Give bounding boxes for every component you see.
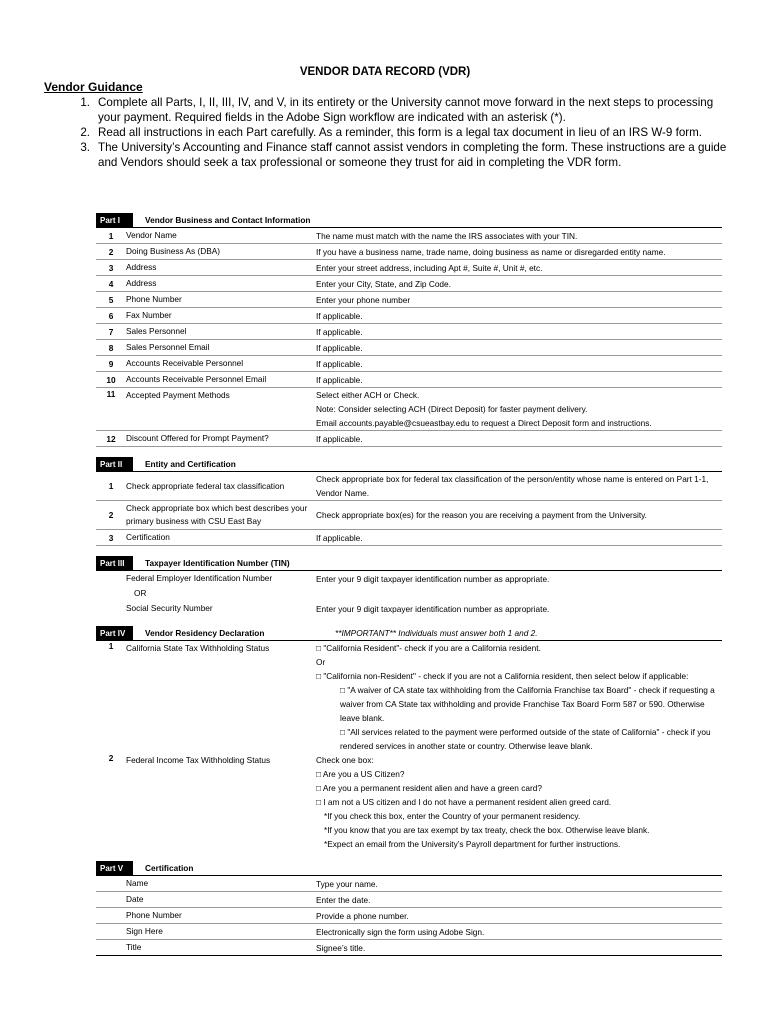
field-name: Vendor Name	[126, 230, 177, 240]
row-number: 2	[108, 246, 114, 257]
ca-waiver-option: □ "A waiver of CA state tax withholding from the California Franchise tax Board" - check if requesting a waiver from CA State tax withholding and provide Franchise Tax Board Form 587 or 590. Otherwise leave blank.	[340, 685, 715, 723]
field-instruction	[316, 753, 722, 851]
field-instruction: The name must match with the name the IRS associates with your TIN.	[316, 230, 578, 241]
row-number: 5	[108, 294, 114, 305]
field-name: Discount Offered for Prompt Payment?	[126, 433, 269, 443]
part-3-header	[96, 556, 722, 571]
row-number: 2	[108, 753, 114, 763]
table-row	[96, 601, 722, 616]
table-row	[96, 924, 722, 940]
field-name: Check appropriate federal tax classification	[126, 480, 285, 491]
field-instruction: If applicable.	[316, 358, 363, 369]
us-citizen-option: □ Are you a US Citizen?	[316, 769, 405, 779]
vendor-guidance-heading: Vendor Guidance	[44, 80, 143, 94]
permanent-resident-option: □ Are you a permanent resident alien and have a green card?	[316, 783, 542, 793]
field-name: Phone Number	[126, 910, 182, 920]
instruction-note: *If you check this box, enter the Country of your permanent residency.	[324, 811, 581, 821]
field-instruction: If applicable.	[316, 532, 363, 543]
field-instruction: Enter your 9 digit taxpayer identification number as appropriate.	[316, 603, 550, 614]
table-row	[96, 356, 722, 372]
table-row	[96, 308, 722, 324]
table-row	[96, 753, 722, 851]
row-number: 11	[106, 389, 116, 399]
table-row	[96, 876, 722, 892]
part-3-label: Part III	[96, 556, 133, 570]
field-name: Phone Number	[126, 294, 182, 304]
ca-outside-services-option: □ "All services related to the payment were performed outside of the state of California" - check if you rendered services in another state or country. Otherwise leave blank.	[340, 727, 711, 751]
table-row	[96, 340, 722, 356]
table-row	[96, 292, 722, 308]
field-name: Federal Income Tax Withholding Status	[126, 755, 271, 765]
table-row	[96, 892, 722, 908]
table-row	[96, 228, 722, 244]
part-2-title: Entity and Certification	[145, 459, 236, 469]
table-row	[96, 530, 722, 546]
field-name: California State Tax Withholding Status	[126, 643, 270, 653]
field-name: Address	[126, 262, 157, 272]
row-number: 12	[106, 433, 116, 444]
guidance-item-number: 3.	[80, 141, 90, 154]
part-3-section	[96, 556, 722, 616]
field-instruction: If you have a business name, trade name, doing business as name or disregarded entity name.	[316, 246, 666, 257]
field-name: Sales Personnel	[126, 326, 187, 336]
table-row	[96, 388, 722, 431]
table-row	[96, 431, 722, 447]
part-4-header	[96, 626, 722, 641]
field-instruction: Signee’s title.	[316, 942, 366, 953]
row-number: 6	[108, 310, 114, 321]
field-name: Name	[126, 878, 149, 888]
part-2-header	[96, 457, 722, 472]
field-name: Check appropriate box which best describes your primary business with CSU East Bay	[126, 503, 308, 526]
table-row	[96, 586, 722, 601]
instruction-line: Check one box:	[316, 755, 374, 765]
field-instruction: If applicable.	[316, 374, 363, 385]
part-1-header	[96, 213, 722, 228]
field-instruction: If applicable.	[316, 342, 363, 353]
guidance-item	[44, 140, 734, 170]
field-name: Sales Personnel Email	[126, 342, 210, 352]
table-row	[96, 324, 722, 340]
field-name: Accounts Receivable Personnel Email	[126, 374, 267, 384]
ca-non-resident-option: □ "California non-Resident" - check if you are not a California resident, then select below if applicable:	[316, 671, 689, 681]
part-2-section	[96, 457, 722, 546]
instruction-line: Or	[316, 657, 326, 667]
field-instruction: If applicable.	[316, 326, 363, 337]
field-instruction: If applicable.	[316, 433, 363, 444]
guidance-item	[44, 95, 734, 125]
field-name: Accepted Payment Methods	[126, 390, 230, 400]
row-number: 4	[108, 278, 114, 289]
instruction-note: *If you know that you are tax exempt by tax treaty, check the box. Otherwise leave blank.	[324, 825, 650, 835]
or-separator: OR	[134, 588, 147, 598]
instruction-line: Note: Consider selecting ACH (Direct Deposit) for faster payment delivery.	[316, 404, 588, 414]
row-number: 1	[108, 481, 114, 491]
field-instruction: Provide a phone number.	[316, 910, 409, 921]
guidance-item-text: Read all instructions in each Part carefully. As a reminder, this form is a legal tax document in lieu of an IRS W-9 form.	[98, 126, 703, 139]
field-name: Doing Business As (DBA)	[126, 246, 221, 256]
part-4-title: Vendor Residency Declaration	[145, 628, 265, 638]
guidance-item-number: 1.	[80, 96, 90, 109]
guidance-item-text: The University’s Accounting and Finance staff cannot assist vendors in completing the form. These instructions are a guide and Vendors should seek a tax professional or someone they trust for aid in completing the VDR form.	[98, 141, 727, 169]
field-instruction: If applicable.	[316, 310, 363, 321]
row-number: 10	[106, 374, 116, 385]
part-2-label: Part II	[96, 457, 133, 471]
field-name: Federal Employer Identification Number	[126, 573, 273, 583]
field-instruction: Check appropriate box for federal tax classification of the person/entity whose name is entered on Part 1-1, Vendor Name.	[316, 474, 709, 498]
table-row	[96, 571, 722, 586]
table-row	[96, 244, 722, 260]
field-instruction	[316, 641, 722, 753]
table-row	[96, 372, 722, 388]
instruction-note: *Expect an email from the University’s Payroll department for further instructions.	[324, 839, 621, 849]
part-1-title: Vendor Business and Contact Information	[145, 215, 311, 225]
instruction-line: Select either ACH or Check.	[316, 390, 420, 400]
field-name: Accounts Receivable Personnel	[126, 358, 244, 368]
instruction-tables	[96, 213, 722, 966]
field-instruction: Type your name.	[316, 878, 378, 889]
table-row	[96, 260, 722, 276]
row-number: 1	[108, 641, 114, 651]
field-instruction: Enter your City, State, and Zip Code.	[316, 278, 451, 289]
row-number: 8	[108, 342, 114, 353]
table-row	[96, 641, 722, 753]
field-instruction	[316, 388, 722, 430]
table-row	[96, 501, 722, 530]
row-number: 1	[108, 230, 114, 241]
field-name: Social Security Number	[126, 603, 213, 613]
table-row	[96, 276, 722, 292]
part-5-title: Certification	[145, 863, 194, 873]
part-4-label: Part IV	[96, 626, 133, 640]
guidance-item-number: 2.	[80, 126, 90, 139]
instruction-line: Email accounts.payable@csueastbay.edu to request a Direct Deposit form and instructions.	[316, 418, 652, 428]
document-title: VENDOR DATA RECORD (VDR)	[299, 66, 471, 78]
field-name: Sign Here	[126, 926, 163, 936]
part-5-header	[96, 861, 722, 876]
part-1-section	[96, 213, 722, 447]
vendor-guidance-list	[44, 95, 734, 170]
field-instruction: Electronically sign the form using Adobe Sign.	[316, 926, 485, 937]
row-number: 2	[108, 510, 114, 520]
field-name: Fax Number	[126, 310, 172, 320]
field-name: Title	[126, 942, 142, 952]
field-name: Date	[126, 894, 144, 904]
part-1-label: Part I	[96, 213, 133, 227]
field-instruction: Enter your street address, including Apt #, Suite #, Unit #, etc.	[316, 262, 543, 273]
part-4-section	[96, 626, 722, 851]
row-number: 3	[108, 262, 114, 273]
field-name: Certification	[126, 532, 170, 542]
non-us-citizen-option: □ I am not a US citizen and I do not have a permanent resident alien greed card.	[316, 797, 612, 807]
field-instruction: Enter the date.	[316, 894, 371, 905]
row-number: 3	[108, 532, 114, 543]
row-number: 9	[108, 358, 114, 369]
field-instruction: Check appropriate box(es) for the reason you are receiving a payment from the University.	[316, 510, 647, 520]
part-3-title: Taxpayer Identification Number (TIN)	[145, 558, 290, 568]
ca-resident-option: □ "California Resident"- check if you are a California resident.	[316, 643, 541, 653]
table-row	[96, 908, 722, 924]
guidance-item	[44, 125, 734, 140]
part-4-important-note: **IMPORTANT** Individuals must answer both 1 and 2.	[335, 628, 538, 638]
part-5-section	[96, 861, 722, 956]
field-name: Address	[126, 278, 157, 288]
field-instruction: Enter your 9 digit taxpayer identification number as appropriate.	[316, 573, 550, 584]
field-instruction: Enter your phone number	[316, 294, 411, 305]
part-5-label: Part V	[96, 861, 133, 875]
row-number: 7	[108, 326, 114, 337]
table-row	[96, 472, 722, 501]
table-row	[96, 940, 722, 956]
guidance-item-text: Complete all Parts, I, II, III, IV, and V, in its entirety or the University cannot move forward in the next steps to processing your payment. Required fields in the Adobe Sign workflow are indicated with an asterisk (*).	[98, 96, 714, 124]
